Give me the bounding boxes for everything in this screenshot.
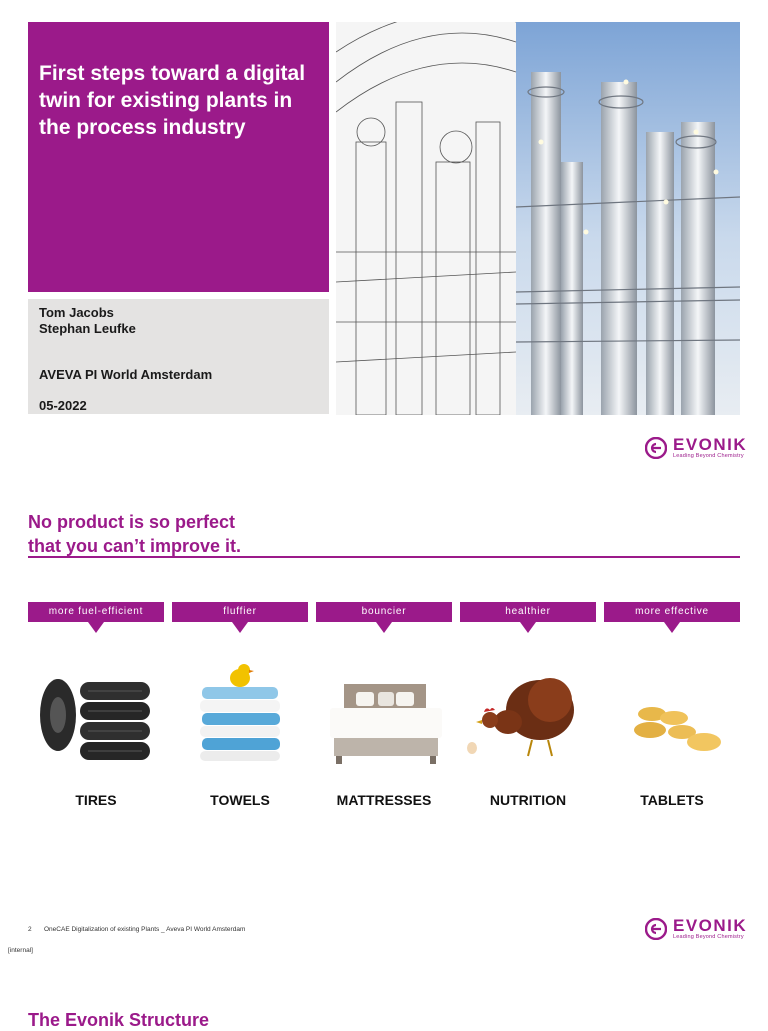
evonik-logo <box>645 917 747 941</box>
info-panel <box>28 299 329 414</box>
slide2-headline <box>28 510 528 558</box>
logo-tagline: Leading Beyond Chemistry <box>673 453 744 459</box>
tablets-image <box>604 660 740 770</box>
benefit-tag-tablets: more effective <box>604 602 740 622</box>
evonik-logo-icon <box>645 437 667 459</box>
event-name: AVEVA PI World Amsterdam <box>39 367 213 382</box>
page-number: 2 <box>28 926 32 933</box>
benefit-tag-mattresses: bouncier <box>316 602 452 622</box>
chemical-plant-illustration <box>336 22 740 415</box>
headline-divider <box>28 556 740 558</box>
author-2: Stephan Leufke <box>39 321 136 336</box>
headline-line-2: that you can’t improve it. <box>28 536 242 556</box>
benefit-tag-tires: more fuel-efficient <box>28 602 164 622</box>
slide3-title: The Evonik Structure <box>28 1010 210 1030</box>
footer-text: OneCAE Digitalization of existing Plants _ Aveva PI World Amsterdam <box>44 926 246 933</box>
product-label-nutrition: NUTRITION <box>489 792 567 808</box>
plant-photo <box>336 22 740 415</box>
chicken-image <box>460 660 596 770</box>
logo-wordmark: EVONIK <box>673 916 748 935</box>
benefit-tag-towels: fluffier <box>172 602 308 622</box>
tag-pointer <box>232 622 248 633</box>
headline-line-1: No product is so perfect <box>28 512 236 532</box>
tag-pointer <box>520 622 536 633</box>
logo-tagline: Leading Beyond Chemistry <box>673 934 744 940</box>
benefit-tag-nutrition: healthier <box>460 602 596 622</box>
author-1: Tom Jacobs <box>39 305 114 320</box>
product-label-mattresses: MATTRESSES <box>336 792 432 808</box>
slide-title: First steps toward a digital twin for existing plants in the process industry <box>39 62 306 139</box>
towels-image <box>172 660 308 770</box>
tires-image <box>28 660 164 770</box>
tag-pointer <box>376 622 392 633</box>
classification-label: [internal] <box>8 947 33 954</box>
mattress-image <box>316 660 452 770</box>
logo-wordmark: EVONIK <box>673 435 748 454</box>
product-label-towels: TOWELS <box>210 792 270 808</box>
tag-pointer <box>88 622 104 633</box>
evonik-logo <box>645 436 747 460</box>
product-label-tires: TIRES <box>75 792 117 808</box>
product-label-tablets: TABLETS <box>640 792 704 808</box>
evonik-logo-icon <box>645 918 667 940</box>
presentation-date: 05-2022 <box>39 398 87 413</box>
tag-pointer <box>664 622 680 633</box>
